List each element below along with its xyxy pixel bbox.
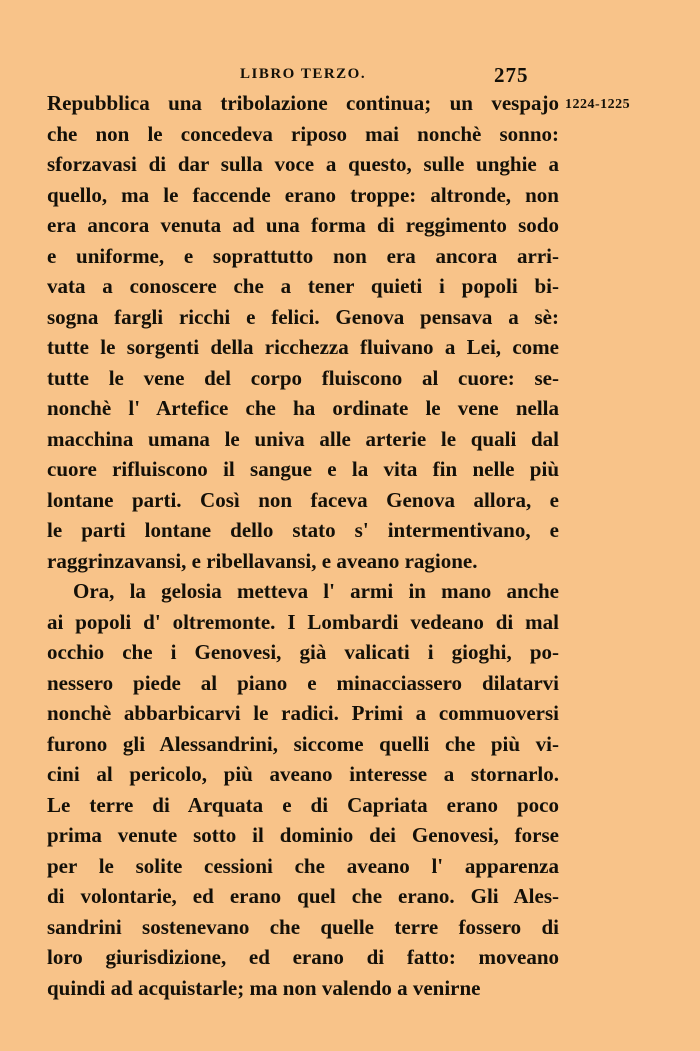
- text-line: Ora, la gelosia metteva l' armi in mano anche: [73, 579, 559, 603]
- text-line: sforzavasi di dar sulla voce a questo, sulle unghie a: [47, 152, 559, 176]
- text-line: sandrini sostenevano che quelle terre fossero di: [47, 914, 559, 939]
- text-line: lontane parti. Così non faceva Genova allora, e: [47, 487, 559, 512]
- text-line: nessero piede al piano e minacciassero dilatarvi: [47, 670, 559, 695]
- body-text: [47, 88, 559, 1003]
- text-line: Le terre di Arquata e di Capriata erano poco: [47, 792, 559, 817]
- text-line: per le solite cessioni che aveano l' apparenza: [47, 853, 559, 878]
- text-line: era ancora venuta ad una forma di reggimento sodo: [47, 213, 559, 237]
- text-line: nonchè l' Artefice che ha ordinate le vene nella: [47, 396, 559, 420]
- text-line: tutte le sorgenti della ricchezza fluivano a Lei, come: [47, 335, 559, 359]
- running-title: LIBRO TERZO.: [240, 66, 367, 82]
- text-line: sogna fargli ricchi e felici. Genova pensava a sè:: [47, 304, 559, 329]
- text-line: prima venute sotto il dominio dei Genovesi, forse: [47, 823, 559, 847]
- text-line: loro giurisdizione, ed erano di fatto: moveano: [47, 945, 559, 969]
- text-line: tutte le vene del corpo fluiscono al cuore: se-: [47, 365, 559, 390]
- text-line: furono gli Alessandrini, siccome quelli che più vi-: [47, 731, 559, 756]
- text-line: e uniforme, e soprattutto non era ancora arri-: [47, 243, 559, 268]
- text-line: ai popoli d' oltremonte. I Lombardi vedeano di mal: [47, 609, 559, 634]
- text-line: occhio che i Genovesi, già valicati i gioghi, po-: [47, 640, 559, 664]
- text-line: le parti lontane dello stato s' intermentivano, e: [47, 518, 559, 542]
- text-line: di volontarie, ed erano quel che erano. Gli Ales-: [47, 884, 559, 908]
- text-line: nonchè abbarbicarvi le radici. Primi a commuoversi: [47, 701, 559, 725]
- text-line: cini al pericolo, più aveano interesse a stornarlo.: [47, 762, 559, 786]
- text-line: che non le concedeva riposo mai nonchè sonno:: [47, 121, 559, 146]
- text-line: macchina umana le univa alle arterie le quali dal: [47, 426, 559, 451]
- text-line: Repubblica una tribolazione continua; un vespajo: [47, 91, 559, 115]
- text-line: quindi ad acquistarle; ma non valendo a venirne: [47, 975, 481, 1000]
- text-line: raggrinzavansi, e ribellavansi, e aveano ragione.: [47, 548, 478, 573]
- text-line: cuore rifluiscono il sangue e la vita fin nelle più: [47, 457, 559, 481]
- margin-date-note: 1224-1225: [565, 97, 631, 112]
- text-line: quello, ma le faccende erano troppe: altronde, non: [47, 182, 559, 207]
- text-line: vata a conoscere che a tener quieti i popoli bi-: [47, 274, 559, 298]
- page-number: 275: [494, 63, 529, 87]
